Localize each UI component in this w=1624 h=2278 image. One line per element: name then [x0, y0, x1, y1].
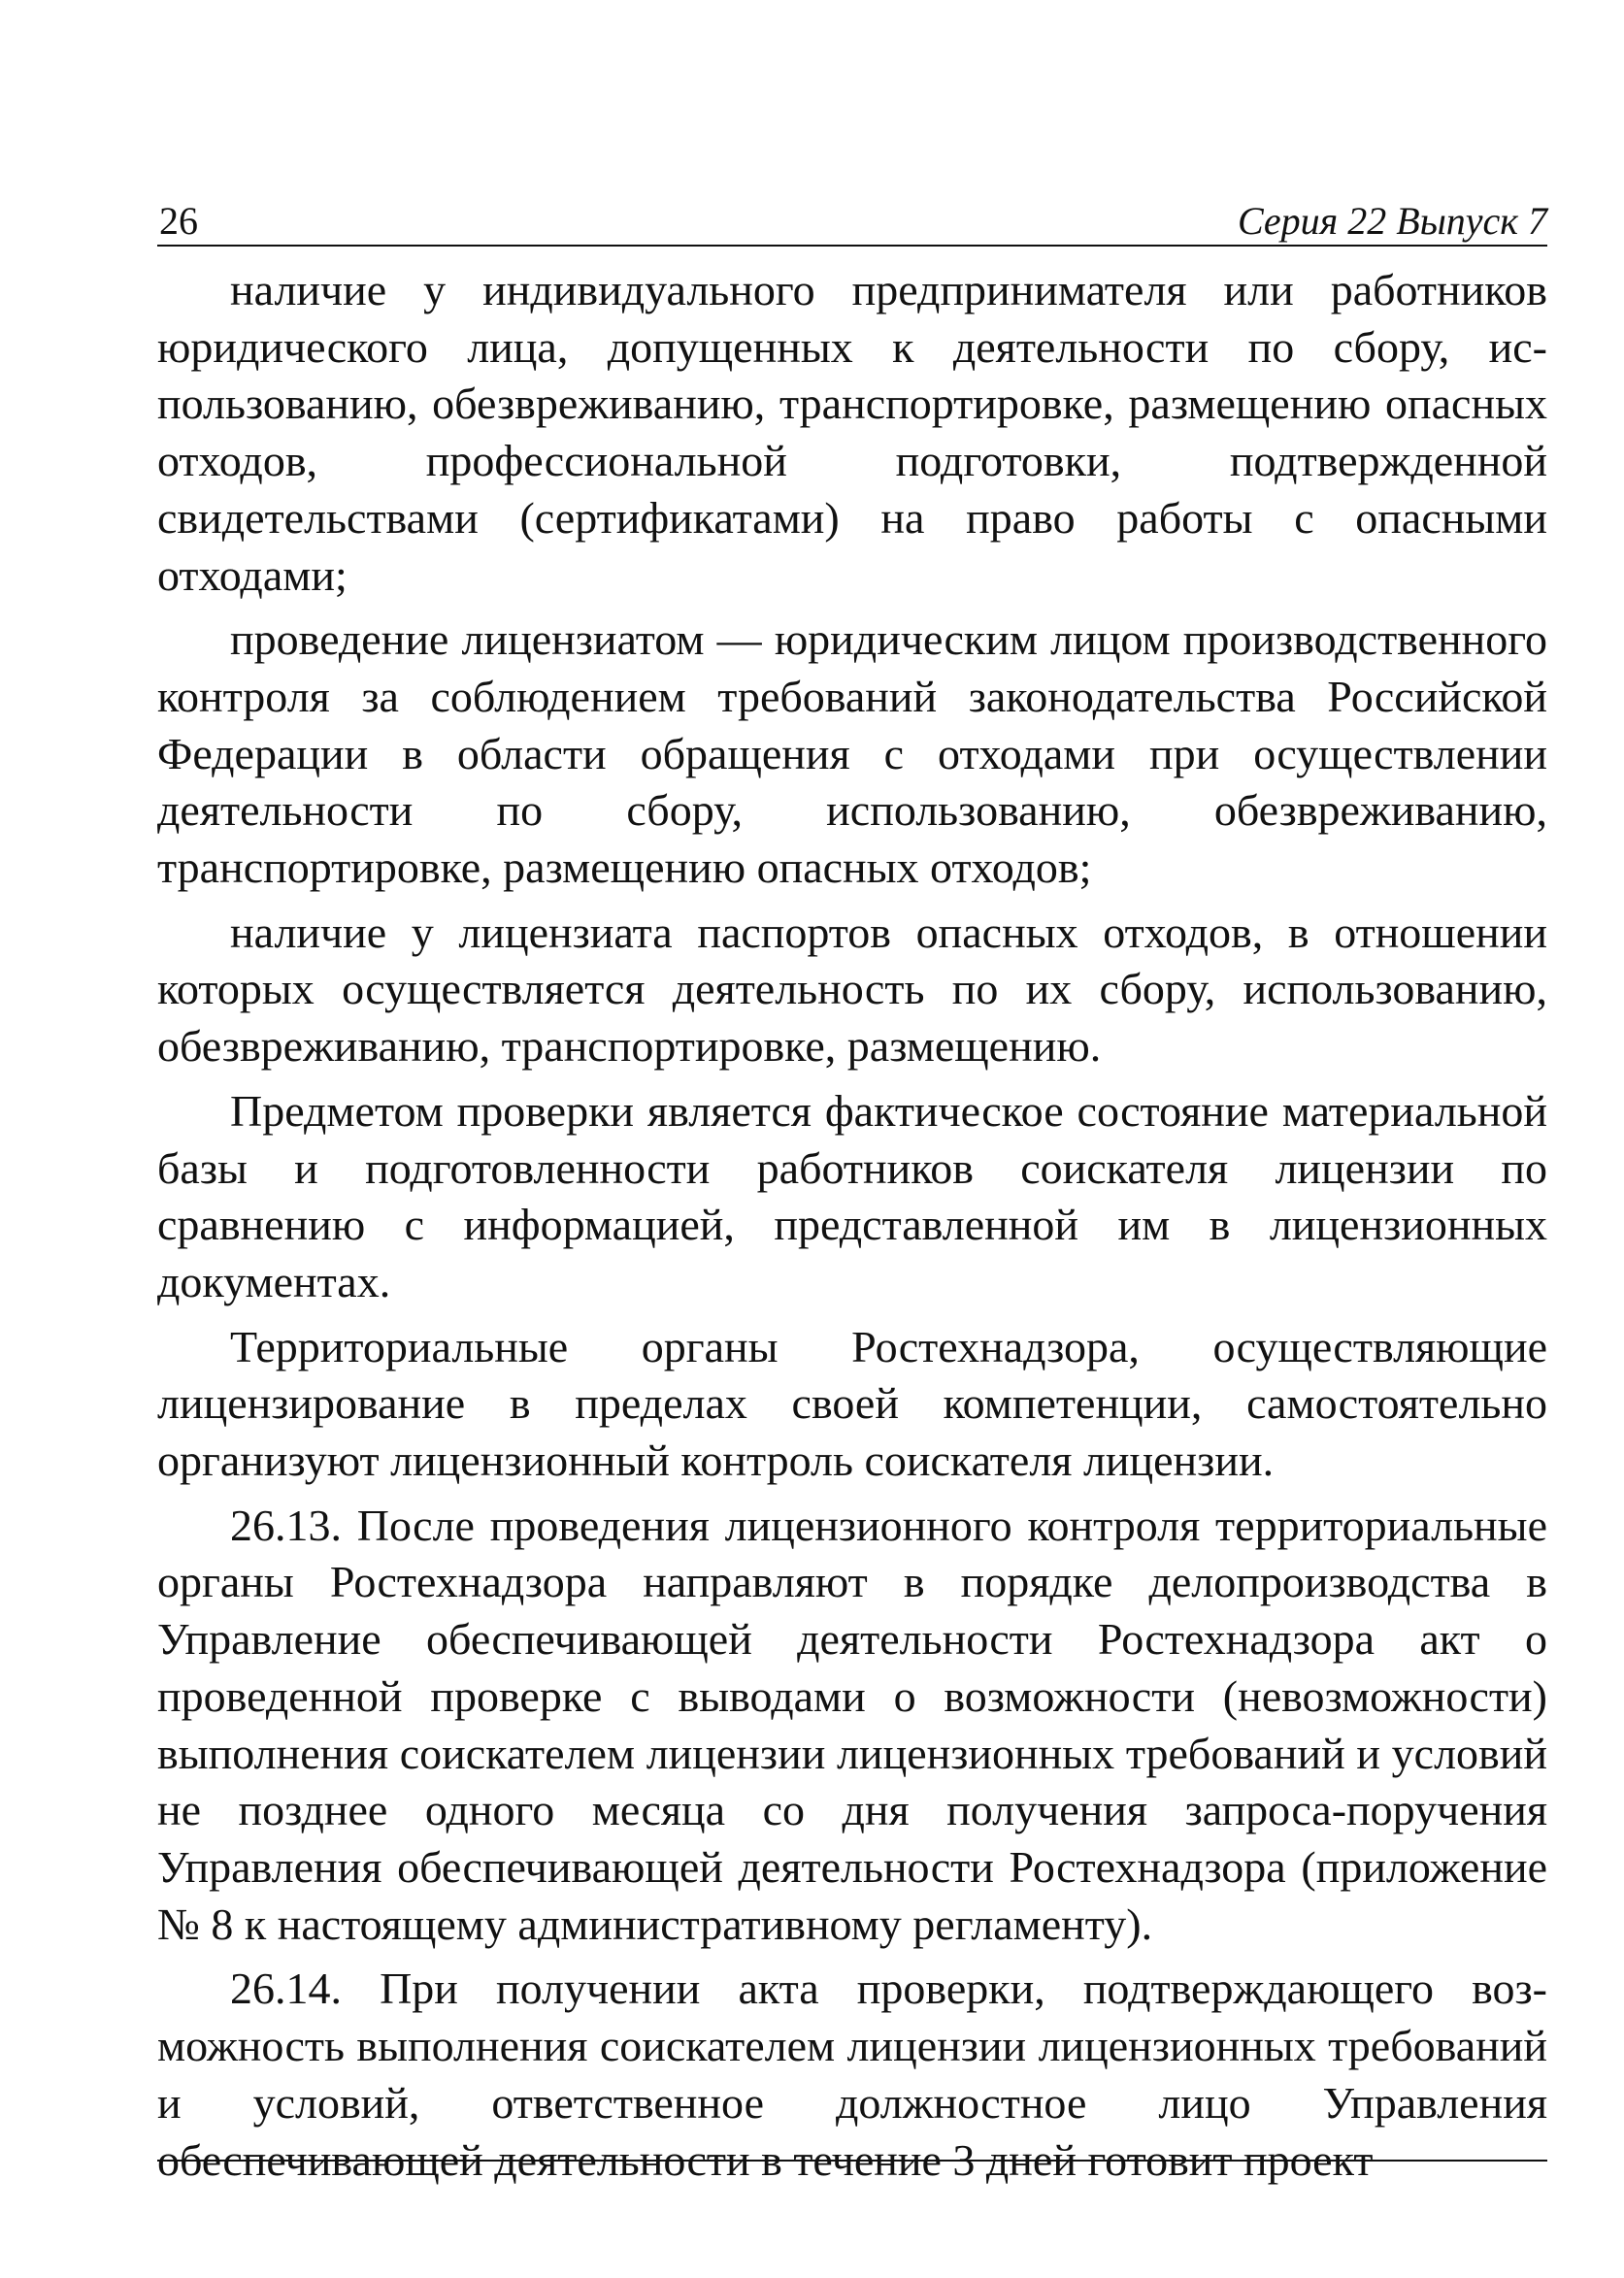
paragraph: проведение лицензиатом — юридическим лицом производственного контроля за соблюдением требований законодательства Российской Федерации в области обращения с отходами при осуществлении деятельности по сбору, использованию, обезвреживанию, транспортировке, размещению опасных отходов; — [157, 614, 1547, 893]
paragraph: Территориальные органы Ростехнадзора, осуществляющие лицензирование в пределах своей компетенции, самостоятельно организуют лицензионный контроль соискателя лицензии. — [157, 1321, 1547, 1486]
paragraph: 26.14. При получении акта проверки, подтверждающего возможность выполнения соискателем лицензии лицензионных требований и условий, ответственное должностное лицо Управления обеспечивающей деятельности в течение 3 дней готовит проект — [157, 1964, 1547, 2185]
page-number: 26 — [159, 199, 198, 243]
running-title: Серия 22 Выпуск 7 — [1237, 199, 1547, 243]
footer-divider — [157, 2160, 1547, 2162]
paragraph: Предметом проверки является фактическое состояние материальной базы и подготовленности работников соискателя лицензии по сравнению с информацией, представленной им в лицензионных документах. — [157, 1085, 1547, 1306]
body-text — [157, 262, 1547, 2189]
paragraph: наличие у индивидуального предпринимателя или работников юридического лица, допущенных к деятельности по сбору, использованию, обезвреживанию, транспортировке, размещению опасных отходов, профессиональной подготовки, подтвержденной свидетельствами (сертификатами) на право работы с опасными отходами; — [157, 265, 1547, 600]
paragraph: 26.13. После проведения лицензионного контроля территориальные органы Ростехнадзора направляют в порядке делопроизводства в Управление обеспечивающей деятельности Ростехнадзора акт о проведенной проверке с выводами о возможности (невозможности) выполнения соискателем лицензии лицензионных требований и условий не позднее одного месяца со дня получения запроса-поручения Управления обеспечивающей деятельности Ростехнадзора (приложение № 8 к настоящему административному регламенту). — [157, 1500, 1547, 1949]
paragraph: наличие у лицензиата паспортов опасных отходов, в отношении которых осуществляется деятельность по их сбору, использованию, обезвреживанию, транспортировке, размещению. — [157, 907, 1547, 1072]
document-page — [157, 190, 1547, 2189]
page-header — [157, 190, 1547, 247]
